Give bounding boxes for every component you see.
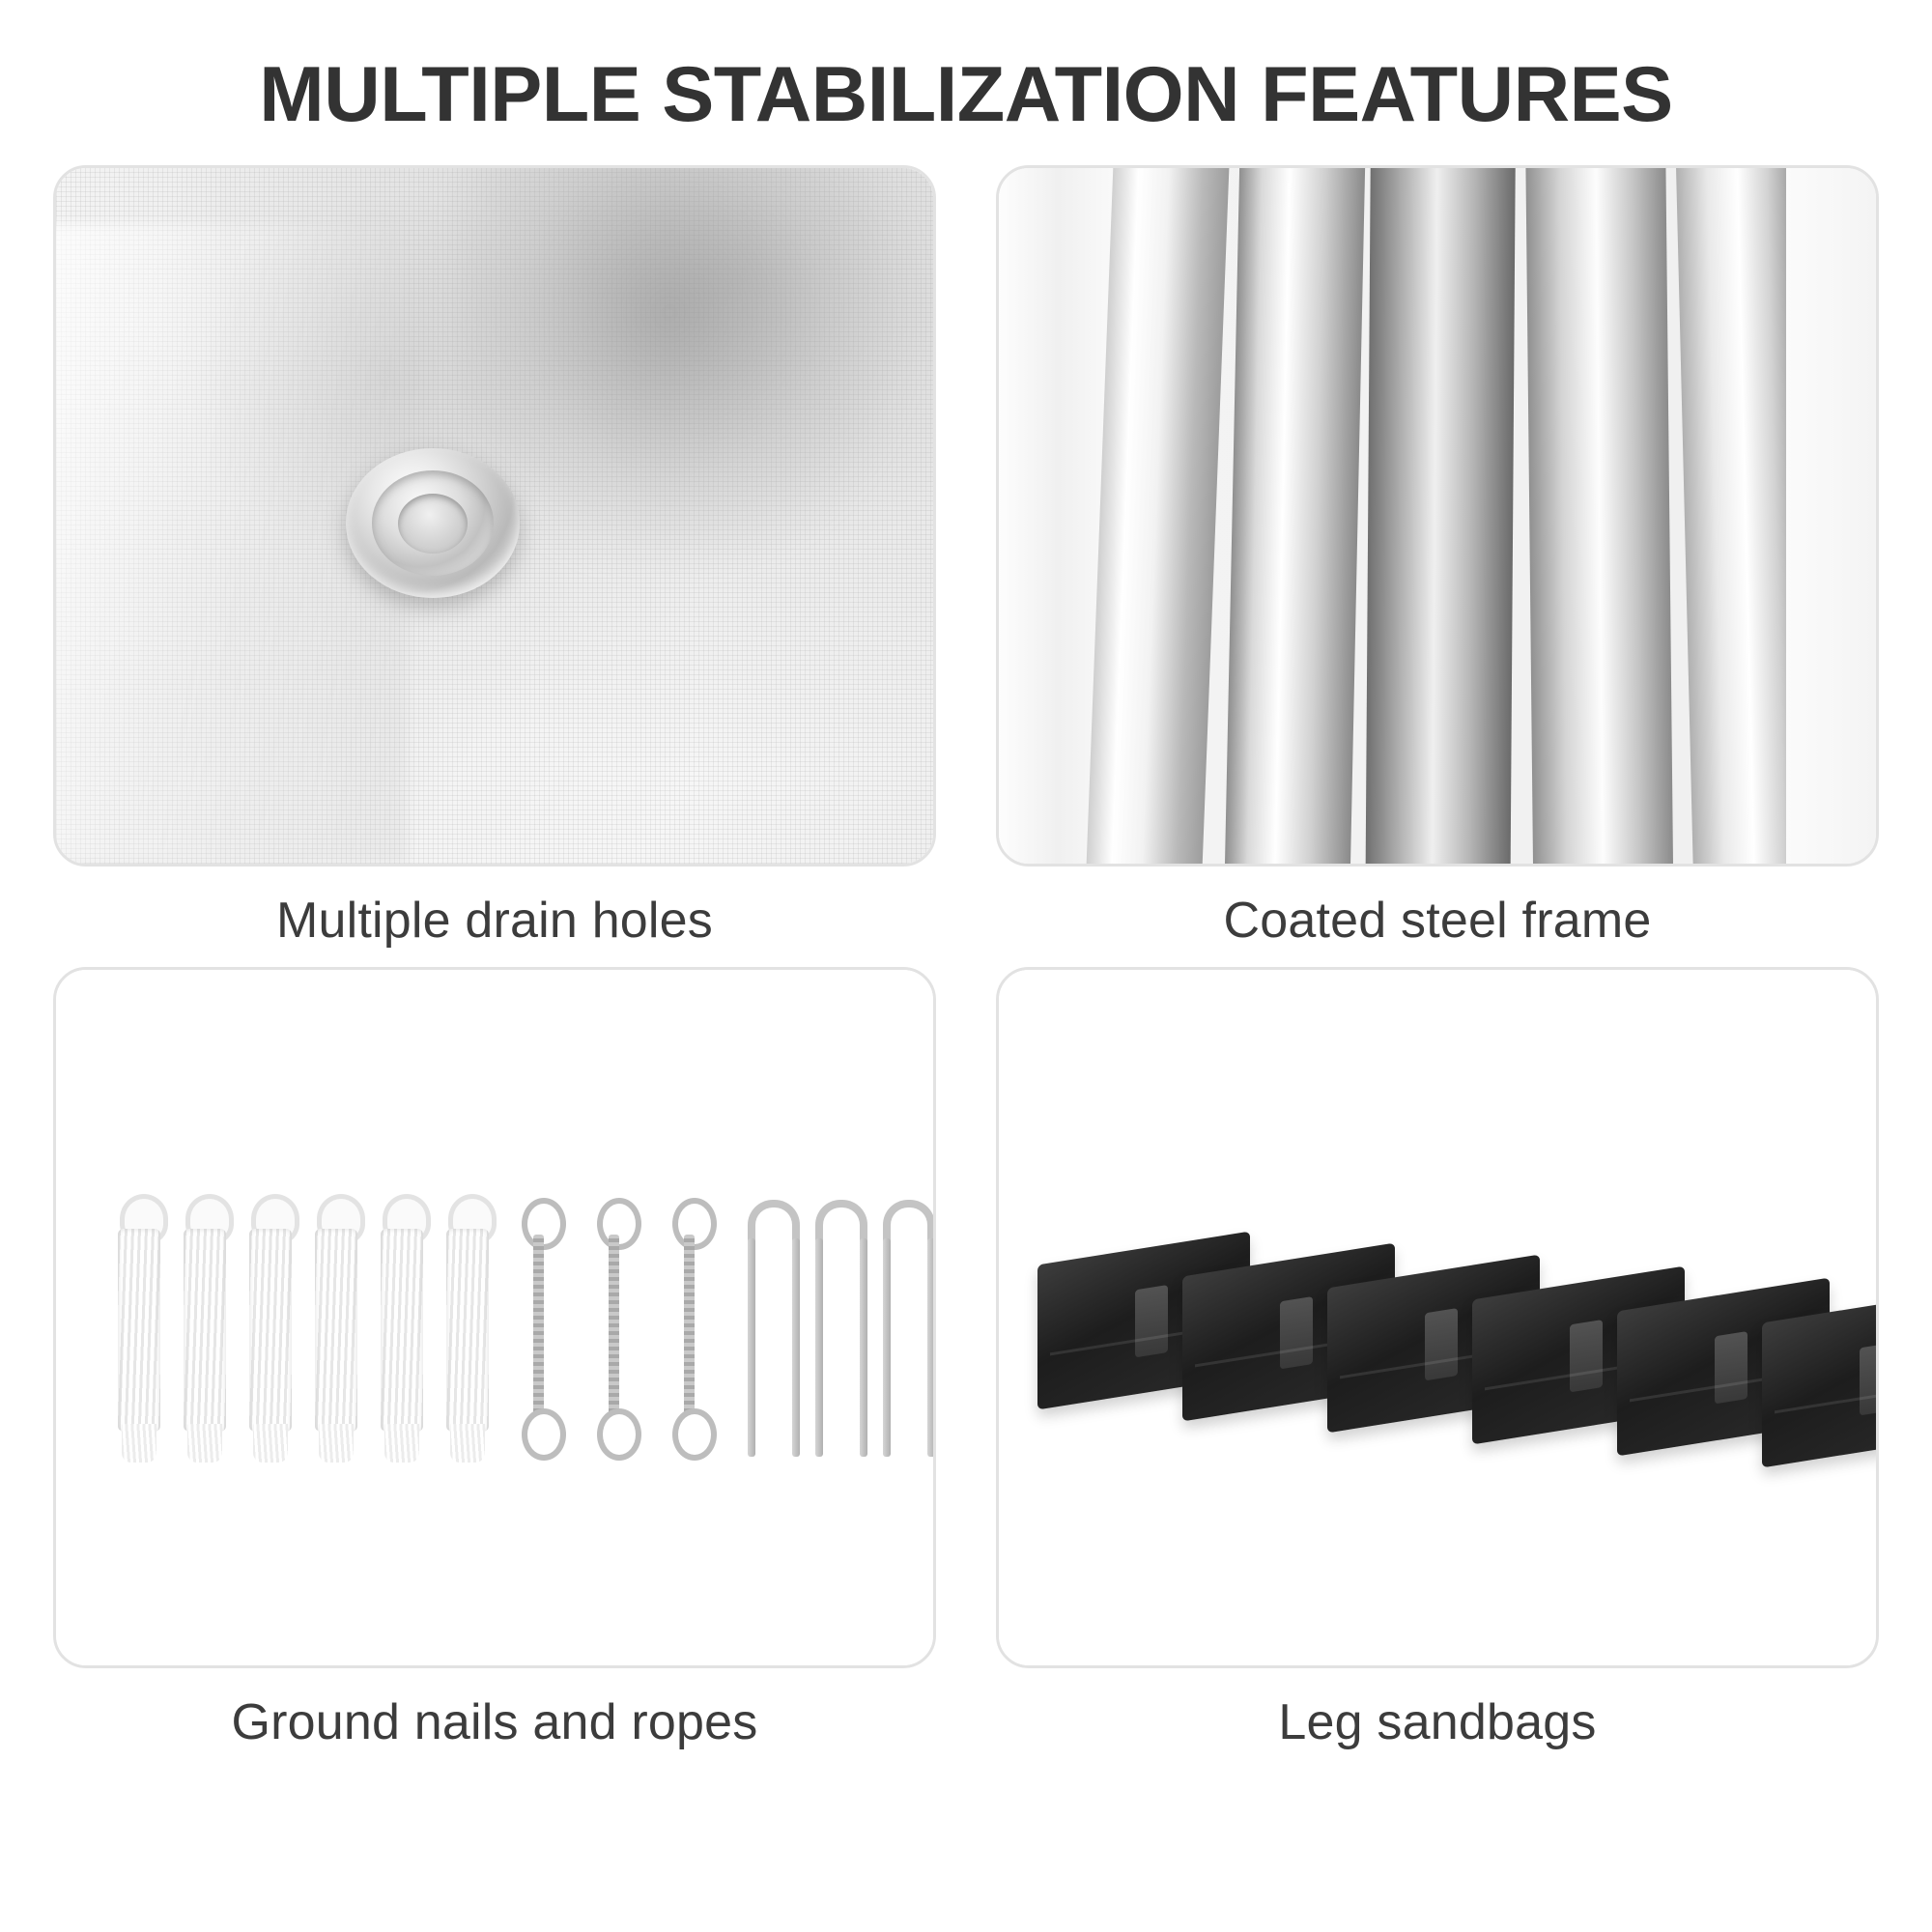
rope-tail (450, 1424, 485, 1463)
sandbag-strap (1425, 1308, 1458, 1380)
sandbags-photo (996, 967, 1879, 1668)
stake-shaft (684, 1235, 695, 1424)
sandbags-group (999, 970, 1876, 1665)
eye-stake (522, 1198, 556, 1461)
rope-hank (249, 1229, 292, 1432)
feature-caption: Leg sandbags (1278, 1694, 1597, 1751)
feature-card-steel-frame (996, 165, 1879, 950)
grommet-icon (346, 448, 520, 598)
drain-hole-photo (53, 165, 936, 867)
guy-rope (377, 1194, 427, 1464)
sandbag-strap (1715, 1331, 1747, 1404)
rope-tail (384, 1424, 419, 1463)
rope-tail (253, 1424, 288, 1463)
guy-rope (245, 1194, 296, 1464)
stake-eye-bottom (597, 1408, 641, 1461)
feature-grid (53, 165, 1879, 1751)
u-stake (815, 1200, 867, 1457)
steel-pole (1224, 165, 1366, 867)
feature-caption: Coated steel frame (1223, 893, 1652, 950)
stake-leg (792, 1238, 800, 1457)
stake-bend (748, 1200, 800, 1242)
rope-hank (446, 1229, 489, 1432)
stake-leg (927, 1238, 935, 1457)
rope-tail (319, 1424, 354, 1463)
sandbag-strap (1860, 1343, 1879, 1415)
stake-shaft (533, 1235, 544, 1424)
page-title: MULTIPLE STABILIZATION FEATURES (259, 51, 1673, 138)
steel-frame-photo (996, 165, 1879, 867)
stake-eye-bottom (672, 1408, 717, 1461)
nails-ropes-photo (53, 967, 936, 1668)
sandbag-strap (1570, 1320, 1603, 1392)
stake-shaft (609, 1235, 619, 1424)
guy-rope (180, 1194, 230, 1464)
stake-leg (860, 1238, 867, 1457)
stake-leg (815, 1238, 823, 1457)
u-stake (748, 1200, 800, 1457)
steel-pole (1525, 165, 1673, 867)
rope-tail (187, 1424, 222, 1463)
feature-caption: Multiple drain holes (275, 893, 714, 950)
feature-caption: Ground nails and ropes (231, 1694, 758, 1751)
stake-leg (883, 1238, 891, 1457)
stake-bend (815, 1200, 867, 1242)
rope-hank (315, 1229, 357, 1432)
hardware-row (56, 1194, 933, 1474)
steel-poles-group (999, 168, 1876, 864)
steel-pole (1365, 165, 1516, 867)
eye-stake (597, 1198, 632, 1461)
rope-tail (122, 1424, 156, 1463)
rope-hank (381, 1229, 423, 1432)
rope-hank (118, 1229, 160, 1432)
sandbag-strap (1280, 1296, 1313, 1369)
guy-rope (442, 1194, 493, 1464)
stake-eye-top (672, 1198, 717, 1250)
stake-bend (883, 1200, 935, 1242)
stake-leg (748, 1238, 755, 1457)
sandbag-strap (1135, 1285, 1168, 1357)
feature-card-nails-ropes (53, 967, 936, 1751)
feature-card-sandbags (996, 967, 1879, 1751)
guy-rope (311, 1194, 361, 1464)
stake-eye-top (522, 1198, 566, 1250)
u-stake (883, 1200, 935, 1457)
feature-card-drain-holes (53, 165, 936, 950)
rope-hank (184, 1229, 226, 1432)
eye-stake (672, 1198, 707, 1461)
stake-eye-top (597, 1198, 641, 1250)
frame-background-right (1786, 168, 1876, 864)
fabric-shadow (460, 165, 916, 572)
guy-rope (114, 1194, 164, 1464)
stake-eye-bottom (522, 1408, 566, 1461)
